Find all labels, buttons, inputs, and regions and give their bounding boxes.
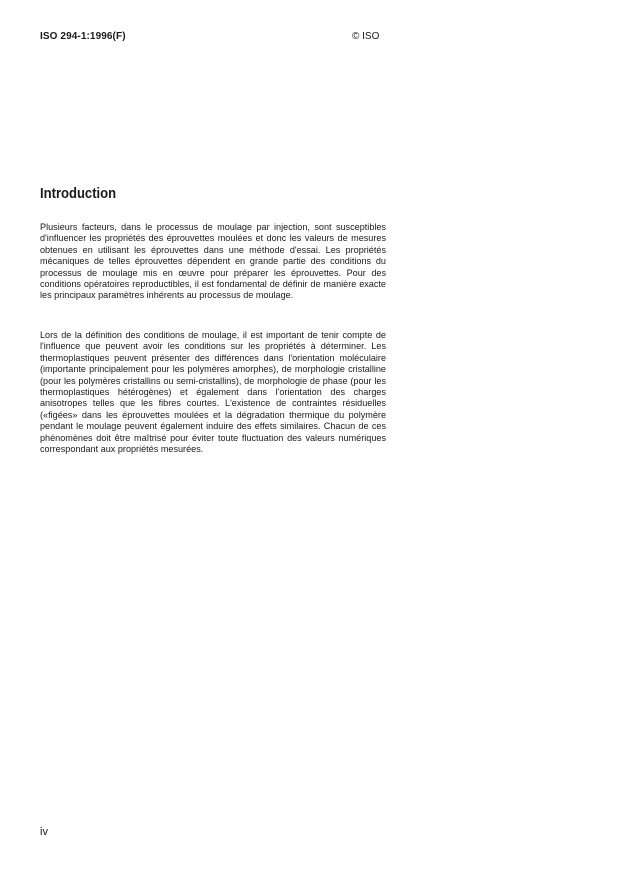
copyright-notice: © ISO (352, 31, 380, 42)
page-number: iv (40, 826, 48, 838)
section-title: Introduction (40, 186, 117, 202)
paragraph-2: Lors de la définition des conditions de moulage, il est important de tenir compte de l'influence que peuvent avoir les conditions sur les propriétés à déterminer. Les thermoplastiques peuvent présenter des différences dans l'orientation moléculaire (importante principalement pour les polymères amorphes), de morphologie cristalline (pour les polymères cristallins ou semi-cristallins), de morphologie de phase (pour les thermoplastiques hétérogènes) et également dans l'orientation des charges anisotropes telles que les fibres courtes. L'existence de contraintes résiduelles («figées» dans les éprouvettes moulées et la dégradation thermique du polymère pendant le moulage peuvent également induire des effets similaires. Chacun de ces phénomènes doit être maîtrisé pour éviter toute fluctuation des valeurs numériques correspondant aux propriétés mesurées. (40, 330, 386, 455)
paragraph-1: Plusieurs facteurs, dans le processus de moulage par injection, sont susceptibles d'influencer les propriétés des éprouvettes moulées et donc les valeurs de mesures obtenues en utilisant les éprouvettes dans une méthode d'essai. Les propriétés mécaniques de telles éprouvettes dépendent en grande partie des conditions du processus de moulage mis en œuvre pour préparer les éprouvettes. Pour des conditions opératoires reproductibles, il est fondamental de définir de manière exacte les principaux paramètres inhérents au processus de moulage. (40, 222, 386, 301)
standard-identifier: ISO 294-1:1996(F) (40, 31, 126, 42)
